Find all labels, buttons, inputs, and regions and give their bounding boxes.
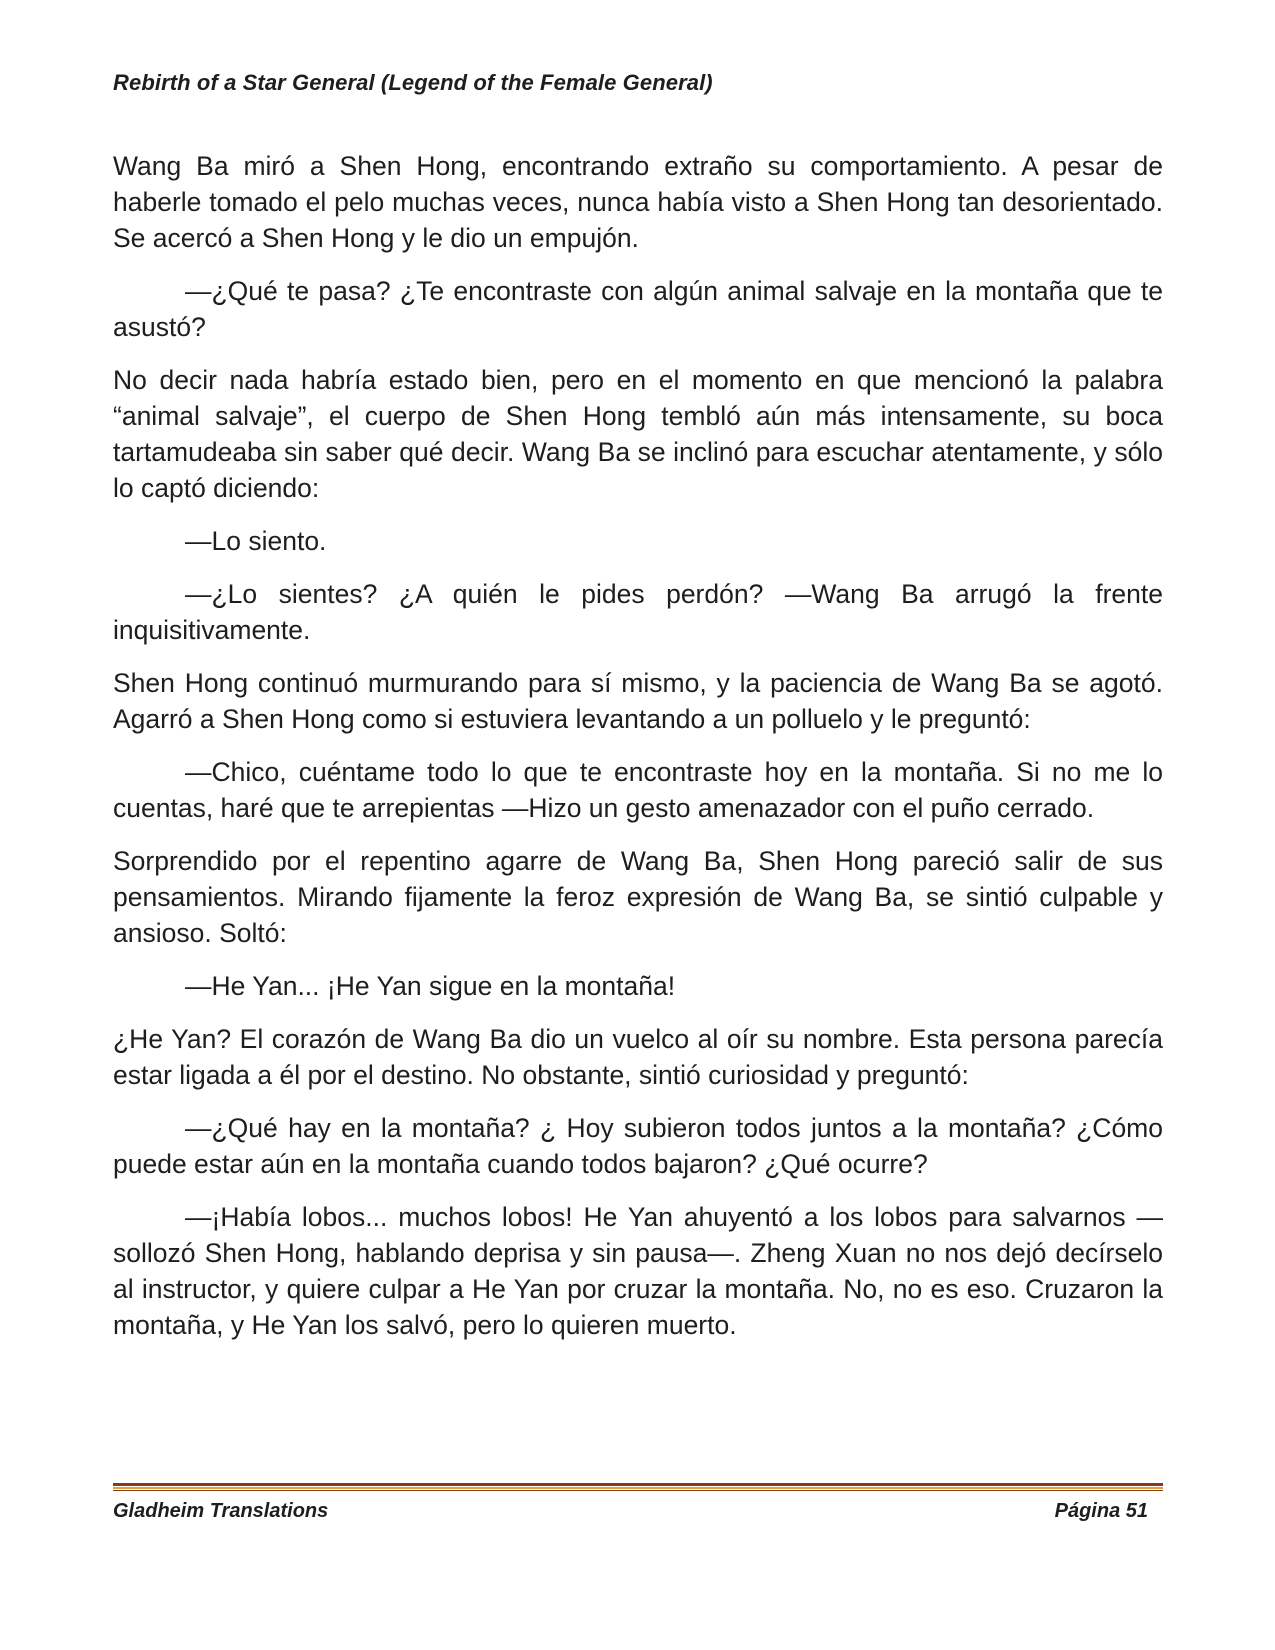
dialogue-paragraph: —¡Había lobos... muchos lobos! He Yan ahuyentó a los lobos para salvarnos —sollozó Shen Hong, hablando deprisa y sin pausa—. Zheng Xuan no nos dejó decírselo al instructor, y quiere culpar a He Yan por cruzar la montaña. No, no es eso. Cruzaron la montaña, y He Yan los salvó, pero lo quieren muerto. — [113, 1202, 1163, 1340]
footer-page-number: Página 51 — [1054, 1500, 1148, 1522]
footer-divider-line-light — [113, 1487, 1163, 1489]
footer-publisher: Gladheim Translations — [113, 1500, 329, 1522]
page-header-title: Rebirth of a Star General (Legend of the Female General) — [113, 70, 713, 95]
paragraph: Shen Hong continuó murmurando para sí mismo, y la paciencia de Wang Ba se agotó. Agarró a Shen Hong como si estuviera levantando a un polluelo y le preguntó: — [113, 668, 1163, 734]
dialogue-paragraph: —Chico, cuéntame todo lo que te encontraste hoy en la montaña. Si no me lo cuentas, haré que te arrepientas —Hizo un gesto amenazador con el puño cerrado. — [113, 757, 1163, 823]
paragraph: No decir nada habría estado bien, pero en el momento en que mencionó la palabra “animal salvaje”, el cuerpo de Shen Hong tembló aún más intensamente, su boca tartamudeaba sin saber qué decir. Wang Ba se inclinó para escuchar atentamente, y sólo lo captó diciendo: — [113, 365, 1163, 503]
dialogue-paragraph: —Lo siento. — [185, 526, 327, 556]
footer-divider-line-dark — [113, 1483, 1163, 1486]
page-body — [113, 148, 1163, 1360]
paragraph: Sorprendido por el repentino agarre de Wang Ba, Shen Hong pareció salir de sus pensamientos. Mirando fijamente la feroz expresión de Wang Ba, se sintió culpable y ansioso. Soltó: — [113, 846, 1163, 948]
paragraph: ¿He Yan? El corazón de Wang Ba dio un vuelco al oír su nombre. Esta persona parecía estar ligada a él por el destino. No obstante, sintió curiosidad y preguntó: — [113, 1024, 1163, 1090]
dialogue-paragraph: —¿Lo sientes? ¿A quién le pides perdón? —Wang Ba arrugó la frente inquisitivamente. — [113, 579, 1163, 645]
dialogue-paragraph: —¿Qué hay en la montaña? ¿ Hoy subieron todos juntos a la montaña? ¿Cómo puede estar aún en la montaña cuando todos bajaron? ¿Qué ocurre? — [113, 1113, 1163, 1179]
dialogue-paragraph: —He Yan... ¡He Yan sigue en la montaña! — [185, 971, 676, 1001]
footer-divider — [113, 1483, 1163, 1491]
footer-divider-line-thin — [113, 1490, 1163, 1491]
dialogue-paragraph: —¿Qué te pasa? ¿Te encontraste con algún animal salvaje en la montaña que te asustó? — [113, 276, 1163, 342]
paragraph: Wang Ba miró a Shen Hong, encontrando extraño su comportamiento. A pesar de haberle tomado el pelo muchas veces, nunca había visto a Shen Hong tan desorientado. Se acercó a Shen Hong y le dio un empujón. — [113, 151, 1163, 253]
